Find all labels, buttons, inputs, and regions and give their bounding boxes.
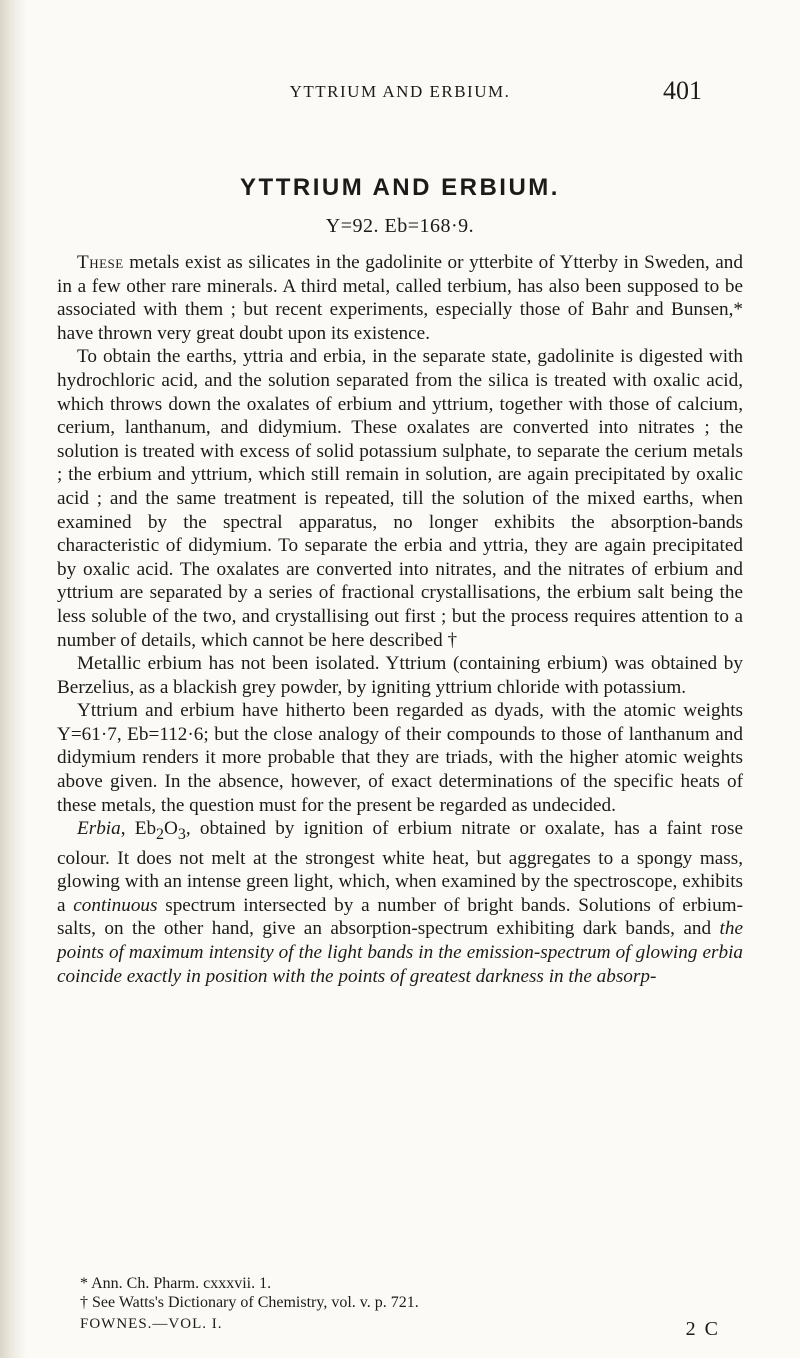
paragraph-intro <box>57 251 743 345</box>
page-footer <box>80 1316 720 1342</box>
paragraph-metallic: Metallic erbium has not been isolated. Yttrium (containing erbium) was obtained by Berzelius, as a blackish grey powder, by igniting yttrium chloride with potassium. <box>57 653 743 698</box>
lead-word: These <box>77 252 124 273</box>
paragraph-preparation: To obtain the earths, yttria and erbia, in the separate state, gadolinite is digested with hydrochloric acid, and the solution separated from the silica is treated with oxalic acid, which throws down the oxalates of erbium and yttrium, together with those of calcium, cerium, lanthanum, and didymium. These oxalates are converted into nitrates ; the solution is treated with excess of solid potassium sulphate, to separate the cerium metals ; the erbium and yttrium, which still remain in solution, are again precipitated by oxalic acid ; and the same treatment is repeated, till the solution of the mixed earths, when examined by the spectral apparatus, no longer exhibits the absorption-bands characteristic of didymium. To separate the erbia and yttria, they are again precipitated by oxalic acid. The oxalates are converted into nitrates, and the nitrates of erbium and yttrium are separated by a series of fractional crystallisations, the erbium salt being the less soluble of the two, and crystallising out first ; but the process requires attention to a number of details, which cannot be here described † <box>57 346 743 651</box>
footnotes <box>80 1274 740 1312</box>
signature-mark: 2 C <box>685 1318 720 1340</box>
erbia-term: Erbia <box>77 818 121 840</box>
atomic-weights-line: Y=92. Eb=168·9. <box>325 215 475 237</box>
page-gutter-shadow <box>0 0 26 1358</box>
running-header <box>0 74 800 104</box>
paragraph-atomic-weights: Yttrium and erbium have hitherto been regarded as dyads, with the atomic weights Y=61·7, Eb=112·6; but the close analogy of their compounds to those of lanthanum and didymium renders it more probable that they are triads, with the higher atomic weights above given. In the absence, however, of exact determinations of the specific heats of these metals, the question must for the present be regarded as undecided. <box>57 700 743 816</box>
footnote: * Ann. Ch. Pharm. cxxxvii. 1. <box>80 1275 272 1292</box>
footer-volume: FOWNES.—VOL. I. <box>80 1316 223 1332</box>
emphasis-continuous: continuous <box>73 894 158 916</box>
page-number: 401 <box>663 76 702 105</box>
footnote: † See Watts's Dictionary of Chemistry, vol. v. p. 721. <box>80 1294 419 1311</box>
emphasis-points: the points of maximum intensity of the light bands in the emission-spectrum of glowing erbia coincide exactly in position with the points of greatest darkness in the absorp- <box>57 918 743 987</box>
section-title: YTTRIUM AND ERBIUM. <box>240 174 560 201</box>
paragraph-erbia: Erbia, $Eb_2O_3$, obtained by ignition of erbium nitrate or oxalate, has a faint rose colour. It does not melt at the strongest white heat, but aggregates to a spongy mass, glowing with an intense green light, which, when examined by the spectroscope, exhibits a continuous spectrum intersected by a number of bright bands. Solutions of erbium-salts, on the other hand, give an absorption-spectrum exhibiting dark bands, and the points of maximum intensity of the light bands in the emission-spectrum of glowing erbia coincide exactly in position with the points of greatest darkness in the absorp- <box>57 818 743 987</box>
body-text <box>57 251 743 988</box>
paragraph-text: metals exist as silicates in the gadolinite or ytterbite of Ytterby in Sweden, and in a few other rare minerals. A third metal, called terbium, has also been supposed to be associated with them ; but recent experiments, especially those of Bahr and Bunsen,* have thrown very great doubt upon its existence. <box>57 252 743 344</box>
running-title: YTTRIUM AND ERBIUM. <box>289 82 511 101</box>
